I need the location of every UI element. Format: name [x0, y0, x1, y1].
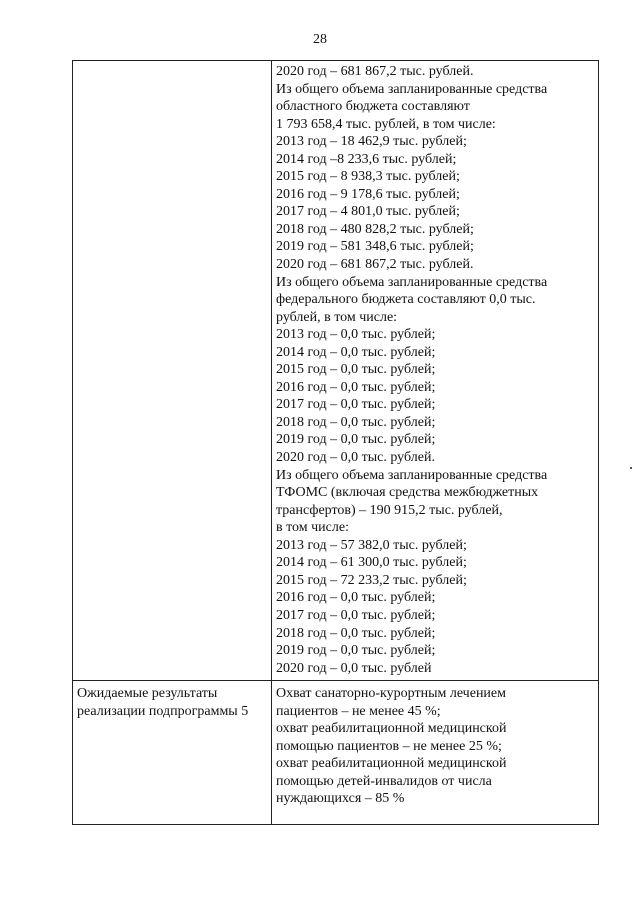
- funding-line: Из общего объема запланированные средства: [276, 81, 548, 97]
- row-label-cell-empty: [73, 61, 272, 681]
- scan-speck: [630, 467, 632, 469]
- funding-line: 2017 год – 0,0 тыс. рублей;: [276, 397, 436, 413]
- result-line: охват реабилитационной медицинской: [276, 756, 507, 772]
- funding-line: 2015 год – 0,0 тыс. рублей;: [276, 362, 436, 378]
- funding-line: 2015 год – 8 938,3 тыс. рублей;: [276, 169, 460, 185]
- funding-line: 2019 год – 581 348,6 тыс. рублей;: [276, 239, 474, 255]
- funding-line: 2020 год – 0,0 тыс. рублей.: [276, 450, 435, 466]
- result-line: охват реабилитационной медицинской: [276, 721, 507, 737]
- funding-line: ТФОМС (включая средства межбюджетных: [276, 485, 539, 501]
- funding-line: 2013 год – 57 382,0 тыс. рублей;: [276, 537, 467, 553]
- result-line: помощью детей-инвалидов от числа: [276, 773, 492, 789]
- funding-line: 2016 год – 9 178,6 тыс. рублей;: [276, 186, 460, 202]
- funding-line: 2013 год – 18 462,9 тыс. рублей;: [276, 134, 467, 150]
- result-line: нуждающихся – 85 %: [276, 791, 405, 807]
- subprogram-passport-table: [72, 60, 599, 825]
- result-line: помощью пациентов – не менее 25 %;: [276, 738, 502, 754]
- funding-line: областного бюджета составляют: [276, 99, 470, 115]
- expected-results-label: реализации подпрограммы 5: [77, 703, 249, 719]
- funding-line: 2018 год – 480 828,2 тыс. рублей;: [276, 221, 474, 237]
- funding-line: 2020 год – 681 867,2 тыс. рублей.: [276, 257, 474, 273]
- funding-line: 2014 год – 61 300,0 тыс. рублей;: [276, 555, 467, 571]
- funding-line: федерального бюджета составляют 0,0 тыс.: [276, 292, 536, 308]
- funding-line: трансфертов) – 190 915,2 тыс. рублей,: [276, 502, 503, 518]
- expected-results-label: Ожидаемые результаты: [77, 686, 218, 702]
- funding-line: 2019 год – 0,0 тыс. рублей;: [276, 432, 436, 448]
- funding-line: Из общего объема запланированные средства: [276, 467, 548, 483]
- funding-line: 2018 год – 0,0 тыс. рублей;: [276, 414, 436, 430]
- funding-line: 2014 год –8 233,6 тыс. рублей;: [276, 151, 457, 167]
- funding-line: 1 793 658,4 тыс. рублей, в том числе:: [276, 116, 496, 132]
- funding-line: 2020 год – 0,0 тыс. рублей: [276, 660, 432, 676]
- funding-line: 2020 год – 681 867,2 тыс. рублей.: [276, 64, 474, 79]
- funding-line: 2013 год – 0,0 тыс. рублей;: [276, 327, 436, 343]
- funding-line: 2016 год – 0,0 тыс. рублей;: [276, 379, 436, 395]
- funding-line: 2015 год – 72 233,2 тыс. рублей;: [276, 572, 467, 588]
- result-line: пациентов – не менее 45 %;: [276, 703, 441, 719]
- result-line: Охват санаторно-курортным лечением: [276, 686, 506, 702]
- funding-line: 2016 год – 0,0 тыс. рублей;: [276, 590, 436, 606]
- funding-details-cell: [272, 61, 599, 681]
- expected-results-cell: [272, 681, 599, 825]
- funding-line: 2017 год – 4 801,0 тыс. рублей;: [276, 204, 460, 220]
- table-row-funding: [73, 61, 599, 681]
- funding-line: Из общего объема запланированные средства: [276, 274, 548, 290]
- expected-results-label-cell: [73, 681, 272, 825]
- funding-line: 2019 год – 0,0 тыс. рублей;: [276, 643, 436, 659]
- funding-line: 2017 год – 0,0 тыс. рублей;: [276, 607, 436, 623]
- funding-line: в том числе:: [276, 520, 349, 536]
- table-row-expected-results: [73, 681, 599, 825]
- funding-line: 2014 год – 0,0 тыс. рублей;: [276, 344, 436, 360]
- funding-line: 2018 год – 0,0 тыс. рублей;: [276, 625, 436, 641]
- funding-line: рублей, в том числе:: [276, 309, 398, 325]
- page-number: 28: [313, 32, 327, 47]
